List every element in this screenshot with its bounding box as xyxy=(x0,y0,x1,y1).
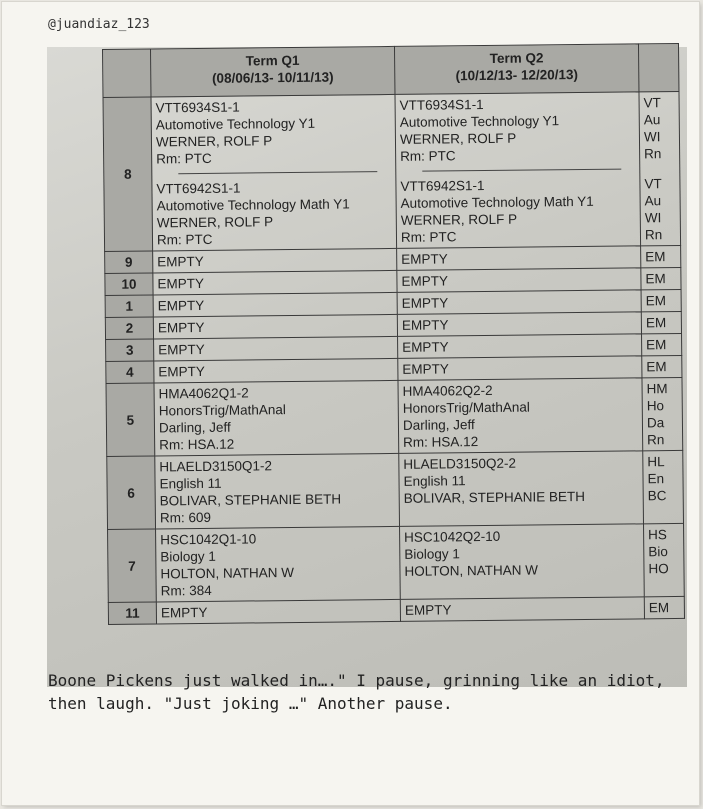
course-line: EMPTY xyxy=(401,251,448,267)
period-number: 8 xyxy=(103,97,153,251)
course-cell-q2 xyxy=(397,246,641,271)
course-line: EMPTY xyxy=(157,253,204,270)
course-line: EMPTY xyxy=(158,363,205,380)
course-line: BC xyxy=(647,488,667,504)
period-number: 2 xyxy=(105,317,153,340)
schedule-row xyxy=(108,596,684,624)
course-line: Rn xyxy=(644,227,663,243)
course-line: Au xyxy=(644,193,662,209)
course-line: English 11 xyxy=(159,475,222,492)
course-line: Automotive Technology Math Y1 xyxy=(156,196,350,214)
course-line: HMA4062Q1-2 xyxy=(158,385,249,402)
course-line: EMPTY xyxy=(157,297,205,314)
course-cell-q2 xyxy=(398,334,642,359)
course-line: WI xyxy=(643,129,661,145)
course-line: Darling, Jeff xyxy=(158,419,231,436)
course-line: Rn xyxy=(644,146,662,162)
course-cell-q3 xyxy=(641,311,681,333)
course-line: Darling, Jeff xyxy=(402,417,475,433)
course-line: Automotive Technology Y1 xyxy=(399,113,560,130)
course-cell-q2 xyxy=(397,268,641,293)
course-line: EM xyxy=(645,249,666,265)
schedule-table xyxy=(102,43,685,625)
period-number: 6 xyxy=(107,456,156,529)
course-line: BOLIVAR, STEPHANIE BETH xyxy=(159,491,342,509)
course-line: Biology 1 xyxy=(404,546,460,562)
course-cell-q2 xyxy=(398,356,642,381)
course-line: EMPTY xyxy=(158,341,205,358)
course-line: Da xyxy=(646,415,665,431)
schedule-row xyxy=(103,91,681,251)
course-line: Rn xyxy=(647,432,665,448)
course-line: HLAELD3150Q1-2 xyxy=(159,458,273,475)
username: @juandiaz_123 xyxy=(48,17,150,32)
course-cell-q2 xyxy=(399,451,644,527)
course-cell-q3 xyxy=(639,91,681,245)
course-line: Rm: HSA.12 xyxy=(159,436,235,453)
photo xyxy=(47,47,670,659)
course-line: VTT6934S1-1 xyxy=(155,99,240,116)
course-line: HonorsTrig/MathAnal xyxy=(158,402,286,419)
schedule-body xyxy=(103,91,684,624)
course-cell-q1 xyxy=(153,270,397,295)
course-line: WI xyxy=(644,210,662,226)
term-title: Term Q1 xyxy=(245,52,300,69)
course-cell-q3 xyxy=(642,333,682,355)
polaroid-card xyxy=(2,2,699,805)
course-line: Rm: HSA.12 xyxy=(403,434,479,450)
course-line: English 11 xyxy=(403,473,466,489)
header-term-q3-clipped xyxy=(638,43,679,91)
course-cell-q3 xyxy=(641,289,681,311)
course-line: HOLTON, NATHAN W xyxy=(160,565,295,582)
course-cell-q2 xyxy=(400,597,644,622)
schedule-row xyxy=(106,377,683,456)
course-line: WERNER, ROLF P xyxy=(155,133,273,150)
schedule-paper xyxy=(47,47,687,687)
course-cell-q3 xyxy=(641,267,681,289)
course-cell-q2 xyxy=(397,312,641,337)
course-cell-q1 xyxy=(153,248,397,273)
period-number: 1 xyxy=(105,295,153,318)
course-line: WERNER, ROLF P xyxy=(399,130,517,147)
course-line: Rm: PTC xyxy=(400,229,457,245)
course-line: EM xyxy=(645,315,667,331)
course-cell-q1 xyxy=(156,599,400,624)
course-cell-q1 xyxy=(156,526,401,602)
course-line: EMPTY xyxy=(401,295,449,311)
course-line: VT xyxy=(643,95,661,111)
course-line: HSC1042Q1-10 xyxy=(160,531,257,548)
course-line: EM xyxy=(648,600,670,616)
period-number: 11 xyxy=(108,602,156,625)
course-cell-q3 xyxy=(643,450,684,523)
header-corner xyxy=(103,49,152,98)
course-line: Ho xyxy=(646,398,665,414)
course-cell-q2 xyxy=(400,524,645,600)
course-cell-q2 xyxy=(398,378,643,454)
course-line: HS xyxy=(648,527,667,543)
period-number: 3 xyxy=(106,339,154,362)
course-line: Rm: 384 xyxy=(160,582,212,599)
course-cell-q3 xyxy=(642,377,683,450)
term-dates: (10/12/13- 12/20/13) xyxy=(455,67,579,84)
course-line: EMPTY xyxy=(157,275,205,292)
period-number: 10 xyxy=(105,273,153,296)
course-line: EMPTY xyxy=(404,602,452,618)
course-cell-q3 xyxy=(642,355,682,377)
course-cell-q1 xyxy=(155,453,400,529)
header-term-q2 xyxy=(394,44,638,95)
header-term-q1 xyxy=(151,46,395,97)
course-line: VT xyxy=(644,176,662,192)
course-line: HSC1042Q2-10 xyxy=(404,528,501,545)
course-line: EMPTY xyxy=(402,361,449,377)
period-number: 9 xyxy=(105,251,153,274)
course-line: HOLTON, NATHAN W xyxy=(404,562,539,579)
course-line: VTT6942S1-1 xyxy=(156,180,241,197)
course-separator xyxy=(178,171,377,174)
course-line: HL xyxy=(647,454,665,470)
course-cell-q2 xyxy=(395,92,641,249)
term-title: Term Q2 xyxy=(489,50,544,66)
term-dates: (08/06/13- 10/11/13) xyxy=(211,69,334,86)
schedule-header-row xyxy=(103,43,679,97)
course-line: WERNER, ROLF P xyxy=(156,214,274,231)
course-line: EM xyxy=(646,359,667,375)
course-cell-q1 xyxy=(153,314,397,339)
course-cell-q1 xyxy=(154,336,398,361)
course-cell-q1 xyxy=(154,380,399,456)
course-line: EM xyxy=(645,271,666,287)
course-separator xyxy=(422,169,621,172)
course-line: EMPTY xyxy=(157,319,205,336)
course-line: VTT6934S1-1 xyxy=(399,97,484,113)
course-line: WERNER, ROLF P xyxy=(400,211,518,228)
course-cell-q2 xyxy=(397,290,641,315)
period-number: 4 xyxy=(106,361,154,384)
schedule-row xyxy=(107,450,684,529)
schedule-row xyxy=(108,523,685,602)
course-line: Au xyxy=(643,112,661,128)
course-line: VTT6942S1-1 xyxy=(400,178,485,194)
course-cell-q3 xyxy=(644,596,684,618)
course-line: EMPTY xyxy=(401,317,449,333)
course-line: Automotive Technology Y1 xyxy=(155,115,316,133)
course-line: Rm: PTC xyxy=(400,148,456,164)
course-line: EMPTY xyxy=(160,604,208,621)
course-line: Rm: PTC xyxy=(156,150,212,167)
course-line: BOLIVAR, STEPHANIE BETH xyxy=(403,488,586,506)
course-cell-q1 xyxy=(151,94,397,251)
course-line: EM xyxy=(646,337,667,353)
course-line: HonorsTrig/MathAnal xyxy=(402,399,530,416)
course-line: Bio xyxy=(648,544,668,560)
course-line: EMPTY xyxy=(401,273,449,289)
course-line: HM xyxy=(646,381,668,397)
course-line: EMPTY xyxy=(402,339,449,355)
caption: Boone Pickens just walked in…." I pause, grinning like an idiot, then laugh. "Just joking …" Another pause. xyxy=(48,671,665,713)
course-line: HLAELD3150Q2-2 xyxy=(403,455,517,472)
course-line: EM xyxy=(645,293,666,309)
course-line: Rm: PTC xyxy=(156,231,213,248)
course-cell-q1 xyxy=(154,358,398,383)
period-number: 5 xyxy=(106,383,155,456)
course-cell-q1 xyxy=(153,292,397,317)
course-cell-q3 xyxy=(644,523,685,596)
course-line: Biology 1 xyxy=(160,548,216,565)
course-line: HO xyxy=(648,561,669,577)
course-line: Automotive Technology Math Y1 xyxy=(400,193,594,211)
course-line: Rm: 609 xyxy=(159,509,212,526)
course-line: En xyxy=(647,471,665,487)
course-line: HMA4062Q2-2 xyxy=(402,382,493,399)
period-number: 7 xyxy=(108,529,157,602)
course-cell-q3 xyxy=(641,245,681,267)
